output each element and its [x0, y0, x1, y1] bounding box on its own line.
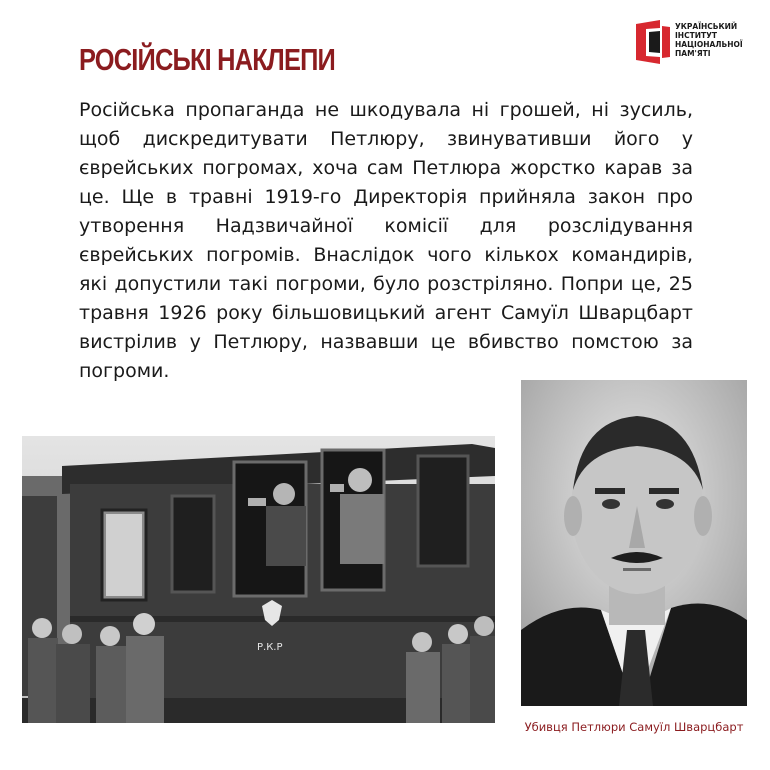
train-plate-text: Р.К.Р — [257, 642, 283, 653]
page-title: РОСІЙСЬКІ НАКЛЕПИ — [79, 42, 335, 77]
article-paragraph: Російська пропаганда не шкодувала ні грошей, ні зусиль, щоб дискредитувати Петлюру, звинувативши його у єврейських погромах, хоча сам Петлюра жорстко карав за це. Ще в травні 1919-го Директорія прийняла закон про утворення Надзвичайної комісії для розслідування єврейських погромів. Внаслідок чого кількох командирів, які допустили такі погроми, було розстріляно. Попри це, 25 травня 1926 року більшовицький агент Самуїл Шварцбарт вистрілив у Петлюру, назвавши це вбивство помстою за погроми. — [79, 99, 693, 382]
train-photo-image — [22, 436, 495, 723]
train-photo — [22, 436, 495, 723]
portrait-photo-image — [521, 380, 747, 706]
portrait-photo — [521, 380, 747, 706]
logo-line-4: ПАМ'ЯТІ — [675, 49, 711, 58]
portrait-caption: Убивця Петлюри Самуїл Шварцбарт — [524, 720, 744, 734]
logo-line-3: НАЦІОНАЛЬНОЇ — [675, 40, 743, 49]
institute-logo — [636, 20, 760, 64]
logo-line-2: ІНСТИТУТ — [675, 31, 717, 40]
logo-line-1: УКРАЇНСЬКИЙ — [675, 22, 738, 31]
institute-logo-text — [675, 22, 760, 58]
institute-logo-icon — [636, 20, 670, 64]
